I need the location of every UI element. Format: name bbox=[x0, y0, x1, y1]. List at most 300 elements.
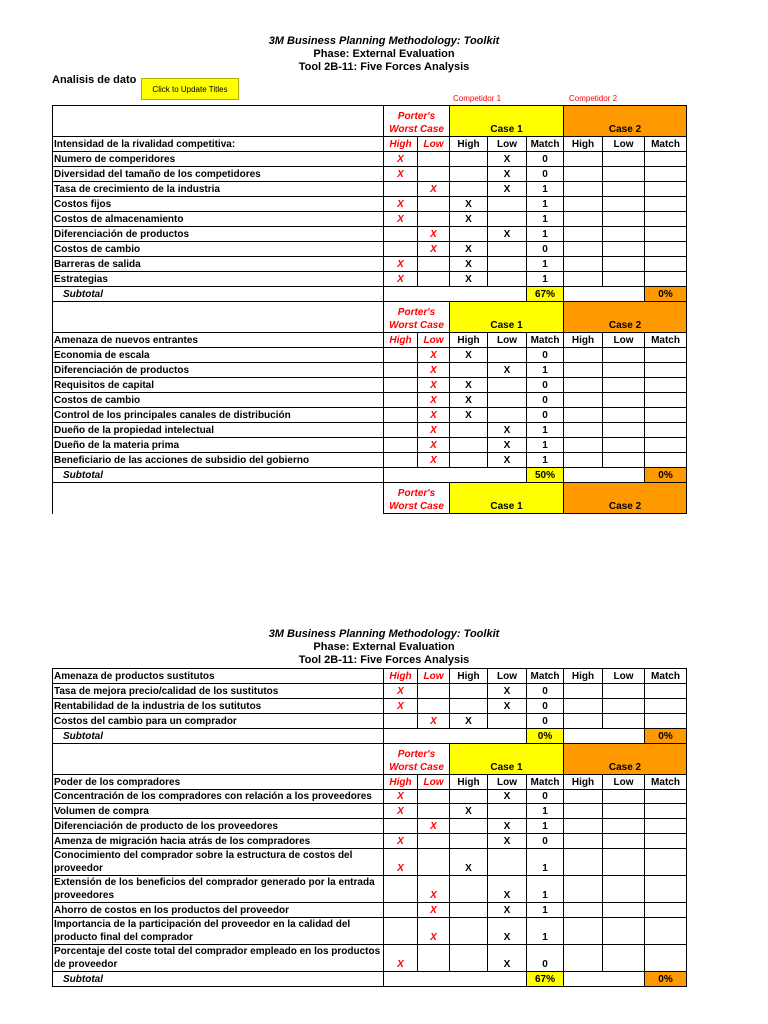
case1-high-cell bbox=[450, 918, 488, 945]
case2-low-cell bbox=[603, 227, 645, 242]
case2-high-header: High bbox=[564, 775, 603, 790]
case2-match-cell bbox=[645, 714, 687, 729]
case2-match-cell bbox=[645, 227, 687, 242]
empty-cell bbox=[53, 744, 384, 775]
case2-high-cell bbox=[564, 227, 603, 242]
case1-match-cell: 0 bbox=[527, 378, 564, 393]
case2-high-cell bbox=[564, 197, 603, 212]
table-row bbox=[53, 684, 687, 699]
tool-label: Tool 2B-11: Five Forces Analysis bbox=[298, 654, 470, 666]
case1-high-cell: X bbox=[450, 849, 488, 876]
row-label: Porcentaje del coste total del comprador empleado en los productos de proveedor bbox=[53, 945, 384, 972]
case1-low-cell bbox=[488, 212, 527, 227]
case2-high-header: High bbox=[564, 669, 603, 684]
table-row bbox=[53, 152, 687, 167]
toolkit-title: 3M Business Planning Methodology: Toolkit bbox=[268, 35, 500, 47]
case2-high-cell bbox=[564, 876, 603, 903]
case1-match-cell: 1 bbox=[527, 272, 564, 287]
column-header-row bbox=[53, 333, 687, 348]
table-row bbox=[53, 182, 687, 197]
worst-low-cell: X bbox=[418, 378, 450, 393]
worst-high-cell: X bbox=[384, 684, 418, 699]
table-row bbox=[53, 790, 687, 804]
case1-match-cell: 1 bbox=[527, 876, 564, 903]
worst-low-cell: X bbox=[418, 227, 450, 242]
case2-low-cell bbox=[603, 257, 645, 272]
case1-low-cell: X bbox=[488, 918, 527, 945]
worst-high-header: High bbox=[384, 775, 418, 790]
section-title: Intensidad de la rivalidad competitiva: bbox=[53, 137, 384, 152]
case2-high-cell bbox=[564, 363, 603, 378]
case2-low-cell bbox=[603, 408, 645, 423]
row-label: Concentración de los compradores con relación a los proveedores bbox=[53, 790, 384, 804]
case2-match-cell bbox=[645, 945, 687, 972]
case1-match-cell: 1 bbox=[527, 257, 564, 272]
case1-high-cell bbox=[450, 167, 488, 182]
case1-match-cell: 0 bbox=[527, 242, 564, 257]
case2-low-cell bbox=[603, 182, 645, 197]
row-label: Diferenciación de productos bbox=[53, 363, 384, 378]
case-1-label: Case 1 bbox=[450, 302, 564, 333]
case1-high-cell bbox=[450, 227, 488, 242]
worst-low-cell: X bbox=[418, 714, 450, 729]
case2-high-cell bbox=[564, 849, 603, 876]
case-2-label: Case 2 bbox=[564, 106, 687, 137]
case1-low-cell: X bbox=[488, 699, 527, 714]
case2-high-cell bbox=[564, 212, 603, 227]
case1-match-cell: 1 bbox=[527, 804, 564, 819]
case2-match-cell bbox=[645, 363, 687, 378]
worst-low-cell bbox=[418, 197, 450, 212]
worst-low-cell: X bbox=[418, 408, 450, 423]
case-header-row bbox=[53, 106, 687, 137]
worst-high-cell: X bbox=[384, 834, 418, 849]
case2-high-cell bbox=[564, 272, 603, 287]
case2-low-cell bbox=[603, 212, 645, 227]
case1-match-cell: 1 bbox=[527, 227, 564, 242]
row-label: Barreras de salida bbox=[53, 257, 384, 272]
row-label: Control de los principales canales de distribución bbox=[53, 408, 384, 423]
case2-low-cell bbox=[603, 363, 645, 378]
case1-high-cell: X bbox=[450, 804, 488, 819]
case1-high-cell: X bbox=[450, 378, 488, 393]
analisis-label: Analisis de dato bbox=[52, 74, 137, 86]
case2-low-cell bbox=[603, 714, 645, 729]
case1-match-cell: 1 bbox=[527, 423, 564, 438]
case1-high-cell bbox=[450, 790, 488, 804]
case1-high-cell bbox=[450, 182, 488, 197]
table-row bbox=[53, 699, 687, 714]
case1-subtotal: 0% bbox=[527, 729, 564, 744]
worst-high-cell bbox=[384, 819, 418, 834]
case2-high-cell bbox=[564, 408, 603, 423]
subtotal-row bbox=[53, 729, 687, 744]
worst-low-header: Low bbox=[418, 333, 450, 348]
case2-match-cell bbox=[645, 393, 687, 408]
case2-low-cell bbox=[603, 393, 645, 408]
case2-match-header: Match bbox=[645, 669, 687, 684]
case1-match-cell: 1 bbox=[527, 903, 564, 918]
case1-high-header: High bbox=[450, 137, 488, 152]
phase-label: Phase: External Evaluation bbox=[313, 641, 455, 653]
table-row bbox=[53, 453, 687, 468]
worst-high-cell bbox=[384, 423, 418, 438]
worst-low-cell bbox=[418, 684, 450, 699]
case1-match-cell: 1 bbox=[527, 438, 564, 453]
subtotal-row bbox=[53, 972, 687, 987]
case1-match-cell: 1 bbox=[527, 182, 564, 197]
porters-worst-case-label: Porter's Worst Case bbox=[384, 106, 450, 137]
worst-high-cell: X bbox=[384, 272, 418, 287]
row-label: Importancia de la participación del proveedor en la calidad del producto final del comprador bbox=[53, 918, 384, 945]
case2-high-cell bbox=[564, 182, 603, 197]
row-label: Requisitos de capital bbox=[53, 378, 384, 393]
case1-high-cell bbox=[450, 819, 488, 834]
empty-cell bbox=[53, 106, 384, 137]
worst-low-cell: X bbox=[418, 423, 450, 438]
worst-high-cell: X bbox=[384, 212, 418, 227]
case2-match-cell bbox=[645, 438, 687, 453]
section-title: Amenaza de nuevos entrantes bbox=[53, 333, 384, 348]
table-row bbox=[53, 363, 687, 378]
page-header-1 bbox=[0, 35, 768, 74]
case2-subtotal: 0% bbox=[645, 468, 687, 483]
porters-worst-case-label: Porter's Worst Case bbox=[384, 302, 450, 333]
case1-low-cell bbox=[488, 804, 527, 819]
case1-high-cell bbox=[450, 438, 488, 453]
page-header-2 bbox=[0, 628, 768, 667]
worst-low-cell bbox=[418, 834, 450, 849]
case2-low-cell bbox=[603, 945, 645, 972]
subtotal-label: Subtotal bbox=[53, 468, 384, 483]
competitor-2-label: Competidor 2 bbox=[569, 94, 618, 103]
case2-match-cell bbox=[645, 212, 687, 227]
table-row bbox=[53, 272, 687, 287]
worst-high-cell: X bbox=[384, 152, 418, 167]
case1-low-cell: X bbox=[488, 684, 527, 699]
case1-low-cell: X bbox=[488, 876, 527, 903]
case1-high-cell bbox=[450, 684, 488, 699]
row-label: Costos de almacenamiento bbox=[53, 212, 384, 227]
case2-low-cell bbox=[603, 903, 645, 918]
worst-high-header: High bbox=[384, 333, 418, 348]
case2-match-cell bbox=[645, 849, 687, 876]
case2-match-cell bbox=[645, 242, 687, 257]
case1-low-header: Low bbox=[488, 775, 527, 790]
table-row bbox=[53, 378, 687, 393]
case2-high-cell bbox=[564, 699, 603, 714]
worst-low-cell: X bbox=[418, 438, 450, 453]
subtotal-label: Subtotal bbox=[53, 972, 384, 987]
worst-high-header: High bbox=[384, 669, 418, 684]
case1-high-cell: X bbox=[450, 348, 488, 363]
case1-match-cell: 1 bbox=[527, 918, 564, 945]
section-title: Amenaza de productos sustitutos bbox=[53, 669, 384, 684]
worst-low-cell bbox=[418, 167, 450, 182]
case1-high-cell bbox=[450, 699, 488, 714]
case-1-label: Case 1 bbox=[450, 106, 564, 137]
worst-high-cell bbox=[384, 903, 418, 918]
case2-low-cell bbox=[603, 423, 645, 438]
case2-low-cell bbox=[603, 272, 645, 287]
worst-low-cell bbox=[418, 212, 450, 227]
case2-low-cell bbox=[603, 819, 645, 834]
table-row bbox=[53, 438, 687, 453]
case2-match-cell bbox=[645, 348, 687, 363]
case2-subtotal: 0% bbox=[645, 972, 687, 987]
case-1-label: Case 1 bbox=[450, 483, 564, 514]
table-row bbox=[53, 393, 687, 408]
case1-match-header: Match bbox=[527, 137, 564, 152]
worst-high-cell bbox=[384, 918, 418, 945]
case1-low-cell bbox=[488, 197, 527, 212]
case2-low-cell bbox=[603, 152, 645, 167]
table-row bbox=[53, 804, 687, 819]
case1-subtotal: 67% bbox=[527, 287, 564, 302]
case1-match-cell: 0 bbox=[527, 790, 564, 804]
worst-high-cell: X bbox=[384, 945, 418, 972]
case2-high-cell bbox=[564, 378, 603, 393]
table-row bbox=[53, 819, 687, 834]
case-header-row bbox=[53, 744, 687, 775]
row-label: Extensión de los beneficios del comprador generado por la entrada proveedores bbox=[53, 876, 384, 903]
case-header-row bbox=[53, 302, 687, 333]
toolkit-title: 3M Business Planning Methodology: Toolkit bbox=[268, 628, 500, 640]
worst-low-cell bbox=[418, 945, 450, 972]
case1-low-cell: X bbox=[488, 438, 527, 453]
worst-high-cell: X bbox=[384, 699, 418, 714]
case2-high-cell bbox=[564, 438, 603, 453]
case2-low-cell bbox=[603, 804, 645, 819]
case2-high-cell bbox=[564, 167, 603, 182]
case1-low-cell: X bbox=[488, 363, 527, 378]
case1-high-header: High bbox=[450, 333, 488, 348]
table-row bbox=[53, 348, 687, 363]
empty-cell bbox=[53, 483, 384, 514]
case1-low-cell bbox=[488, 242, 527, 257]
case1-low-cell: X bbox=[488, 453, 527, 468]
worst-high-cell: X bbox=[384, 804, 418, 819]
worst-low-cell bbox=[418, 699, 450, 714]
table-row bbox=[53, 197, 687, 212]
case2-high-cell bbox=[564, 242, 603, 257]
empty-cell bbox=[384, 972, 527, 987]
row-label: Diferenciación de producto de los proveedores bbox=[53, 819, 384, 834]
case1-high-cell: X bbox=[450, 408, 488, 423]
case-header-row bbox=[53, 483, 687, 514]
row-label: Costos del cambio para un comprador bbox=[53, 714, 384, 729]
worst-low-cell: X bbox=[418, 876, 450, 903]
worst-low-cell bbox=[418, 849, 450, 876]
case1-match-cell: 1 bbox=[527, 212, 564, 227]
case2-subtotal: 0% bbox=[645, 287, 687, 302]
row-label: Tasa de crecimiento de la industria bbox=[53, 182, 384, 197]
case1-low-cell bbox=[488, 348, 527, 363]
worst-low-cell: X bbox=[418, 918, 450, 945]
case1-match-cell: 0 bbox=[527, 152, 564, 167]
case2-match-header: Match bbox=[645, 775, 687, 790]
case2-high-cell bbox=[564, 684, 603, 699]
case1-high-cell bbox=[450, 423, 488, 438]
case2-high-cell bbox=[564, 834, 603, 849]
case1-match-header: Match bbox=[527, 333, 564, 348]
case2-match-cell bbox=[645, 152, 687, 167]
case1-low-cell: X bbox=[488, 945, 527, 972]
case2-low-cell bbox=[603, 699, 645, 714]
table-row bbox=[53, 903, 687, 918]
worst-low-cell: X bbox=[418, 363, 450, 378]
worst-low-cell bbox=[418, 790, 450, 804]
case1-low-cell: X bbox=[488, 167, 527, 182]
case-2-label: Case 2 bbox=[564, 302, 687, 333]
worst-high-cell bbox=[384, 378, 418, 393]
case2-low-cell bbox=[603, 378, 645, 393]
row-label: Rentabilidad de la industria de los sutitutos bbox=[53, 699, 384, 714]
case-2-label: Case 2 bbox=[564, 744, 687, 775]
row-label: Costos fijos bbox=[53, 197, 384, 212]
case1-high-cell: X bbox=[450, 257, 488, 272]
case2-high-cell bbox=[564, 918, 603, 945]
worst-low-cell bbox=[418, 152, 450, 167]
case2-match-cell bbox=[645, 903, 687, 918]
table-row bbox=[53, 257, 687, 272]
case1-low-cell bbox=[488, 257, 527, 272]
case1-low-cell: X bbox=[488, 903, 527, 918]
case2-high-cell bbox=[564, 819, 603, 834]
case-1-label: Case 1 bbox=[450, 744, 564, 775]
case1-low-cell: X bbox=[488, 423, 527, 438]
case1-low-cell: X bbox=[488, 790, 527, 804]
empty-cell bbox=[384, 468, 527, 483]
case2-low-cell bbox=[603, 834, 645, 849]
case1-match-cell: 0 bbox=[527, 167, 564, 182]
worst-low-header: Low bbox=[418, 137, 450, 152]
case2-match-cell bbox=[645, 804, 687, 819]
row-label: Dueño de la propiedad intelectual bbox=[53, 423, 384, 438]
case1-match-cell: 0 bbox=[527, 348, 564, 363]
case2-match-cell bbox=[645, 197, 687, 212]
case1-low-cell: X bbox=[488, 819, 527, 834]
substitutes-buyers-table bbox=[52, 668, 687, 987]
empty-cell bbox=[384, 729, 527, 744]
row-label: Volumen de compra bbox=[53, 804, 384, 819]
row-label: Amenza de migración hacia atrás de los compradores bbox=[53, 834, 384, 849]
worst-low-cell: X bbox=[418, 819, 450, 834]
row-label: Costos de cambio bbox=[53, 242, 384, 257]
worst-low-cell: X bbox=[418, 348, 450, 363]
table-row bbox=[53, 834, 687, 849]
case2-high-header: High bbox=[564, 137, 603, 152]
case2-high-cell bbox=[564, 790, 603, 804]
case1-match-cell: 1 bbox=[527, 363, 564, 378]
case2-match-cell bbox=[645, 272, 687, 287]
case1-low-cell bbox=[488, 408, 527, 423]
table-row bbox=[53, 714, 687, 729]
case1-low-cell: X bbox=[488, 834, 527, 849]
table-row bbox=[53, 945, 687, 972]
competitor-1-label: Competidor 1 bbox=[453, 94, 502, 103]
case2-low-cell bbox=[603, 453, 645, 468]
case2-match-cell bbox=[645, 182, 687, 197]
case2-low-cell bbox=[603, 790, 645, 804]
case2-low-header: Low bbox=[603, 669, 645, 684]
row-label: Ahorro de costos en los productos del proveedor bbox=[53, 903, 384, 918]
worst-low-cell: X bbox=[418, 903, 450, 918]
case1-low-header: Low bbox=[488, 137, 527, 152]
table-row bbox=[53, 876, 687, 903]
rivalry-table bbox=[52, 105, 687, 514]
empty-cell bbox=[384, 287, 527, 302]
case2-high-cell bbox=[564, 152, 603, 167]
empty-cell bbox=[564, 729, 645, 744]
case2-high-header: High bbox=[564, 333, 603, 348]
row-label: Numero de comperidores bbox=[53, 152, 384, 167]
case2-high-cell bbox=[564, 945, 603, 972]
update-titles-button[interactable]: Click to Update Titles bbox=[141, 78, 239, 100]
case2-low-header: Low bbox=[603, 137, 645, 152]
case1-match-cell: 1 bbox=[527, 453, 564, 468]
row-label: Estrategias bbox=[53, 272, 384, 287]
subtotal-row bbox=[53, 468, 687, 483]
case2-low-cell bbox=[603, 849, 645, 876]
case2-high-cell bbox=[564, 804, 603, 819]
case1-match-cell: 1 bbox=[527, 849, 564, 876]
case1-high-cell: X bbox=[450, 212, 488, 227]
tool-label: Tool 2B-11: Five Forces Analysis bbox=[298, 61, 470, 73]
column-header-row bbox=[53, 137, 687, 152]
worst-high-cell: X bbox=[384, 849, 418, 876]
case1-high-cell bbox=[450, 945, 488, 972]
case1-low-cell: X bbox=[488, 152, 527, 167]
case1-high-header: High bbox=[450, 775, 488, 790]
case2-high-cell bbox=[564, 257, 603, 272]
case1-high-cell bbox=[450, 363, 488, 378]
case1-subtotal: 50% bbox=[527, 468, 564, 483]
worst-low-cell: X bbox=[418, 453, 450, 468]
worst-low-cell: X bbox=[418, 182, 450, 197]
worst-high-cell bbox=[384, 453, 418, 468]
worst-high-cell: X bbox=[384, 167, 418, 182]
case2-low-cell bbox=[603, 348, 645, 363]
case1-low-cell: X bbox=[488, 182, 527, 197]
case1-high-cell bbox=[450, 152, 488, 167]
row-label: Diversidad del tamaño de los competidores bbox=[53, 167, 384, 182]
worst-high-cell: X bbox=[384, 790, 418, 804]
worst-high-cell bbox=[384, 182, 418, 197]
worst-high-cell bbox=[384, 242, 418, 257]
case1-high-header: High bbox=[450, 669, 488, 684]
case2-low-cell bbox=[603, 438, 645, 453]
table-row bbox=[53, 167, 687, 182]
worst-high-cell bbox=[384, 408, 418, 423]
worst-low-header: Low bbox=[418, 775, 450, 790]
case2-high-cell bbox=[564, 423, 603, 438]
row-label: Economia de escala bbox=[53, 348, 384, 363]
case2-match-cell bbox=[645, 408, 687, 423]
case1-high-cell bbox=[450, 903, 488, 918]
worst-high-cell bbox=[384, 393, 418, 408]
worst-low-cell bbox=[418, 804, 450, 819]
table-row bbox=[53, 212, 687, 227]
porters-worst-case-label: Porter's Worst Case bbox=[384, 744, 450, 775]
case1-match-header: Match bbox=[527, 669, 564, 684]
case2-high-cell bbox=[564, 453, 603, 468]
worst-low-cell: X bbox=[418, 393, 450, 408]
column-header-row bbox=[53, 775, 687, 790]
case1-match-cell: 0 bbox=[527, 714, 564, 729]
worst-high-cell bbox=[384, 876, 418, 903]
case1-match-cell: 0 bbox=[527, 945, 564, 972]
